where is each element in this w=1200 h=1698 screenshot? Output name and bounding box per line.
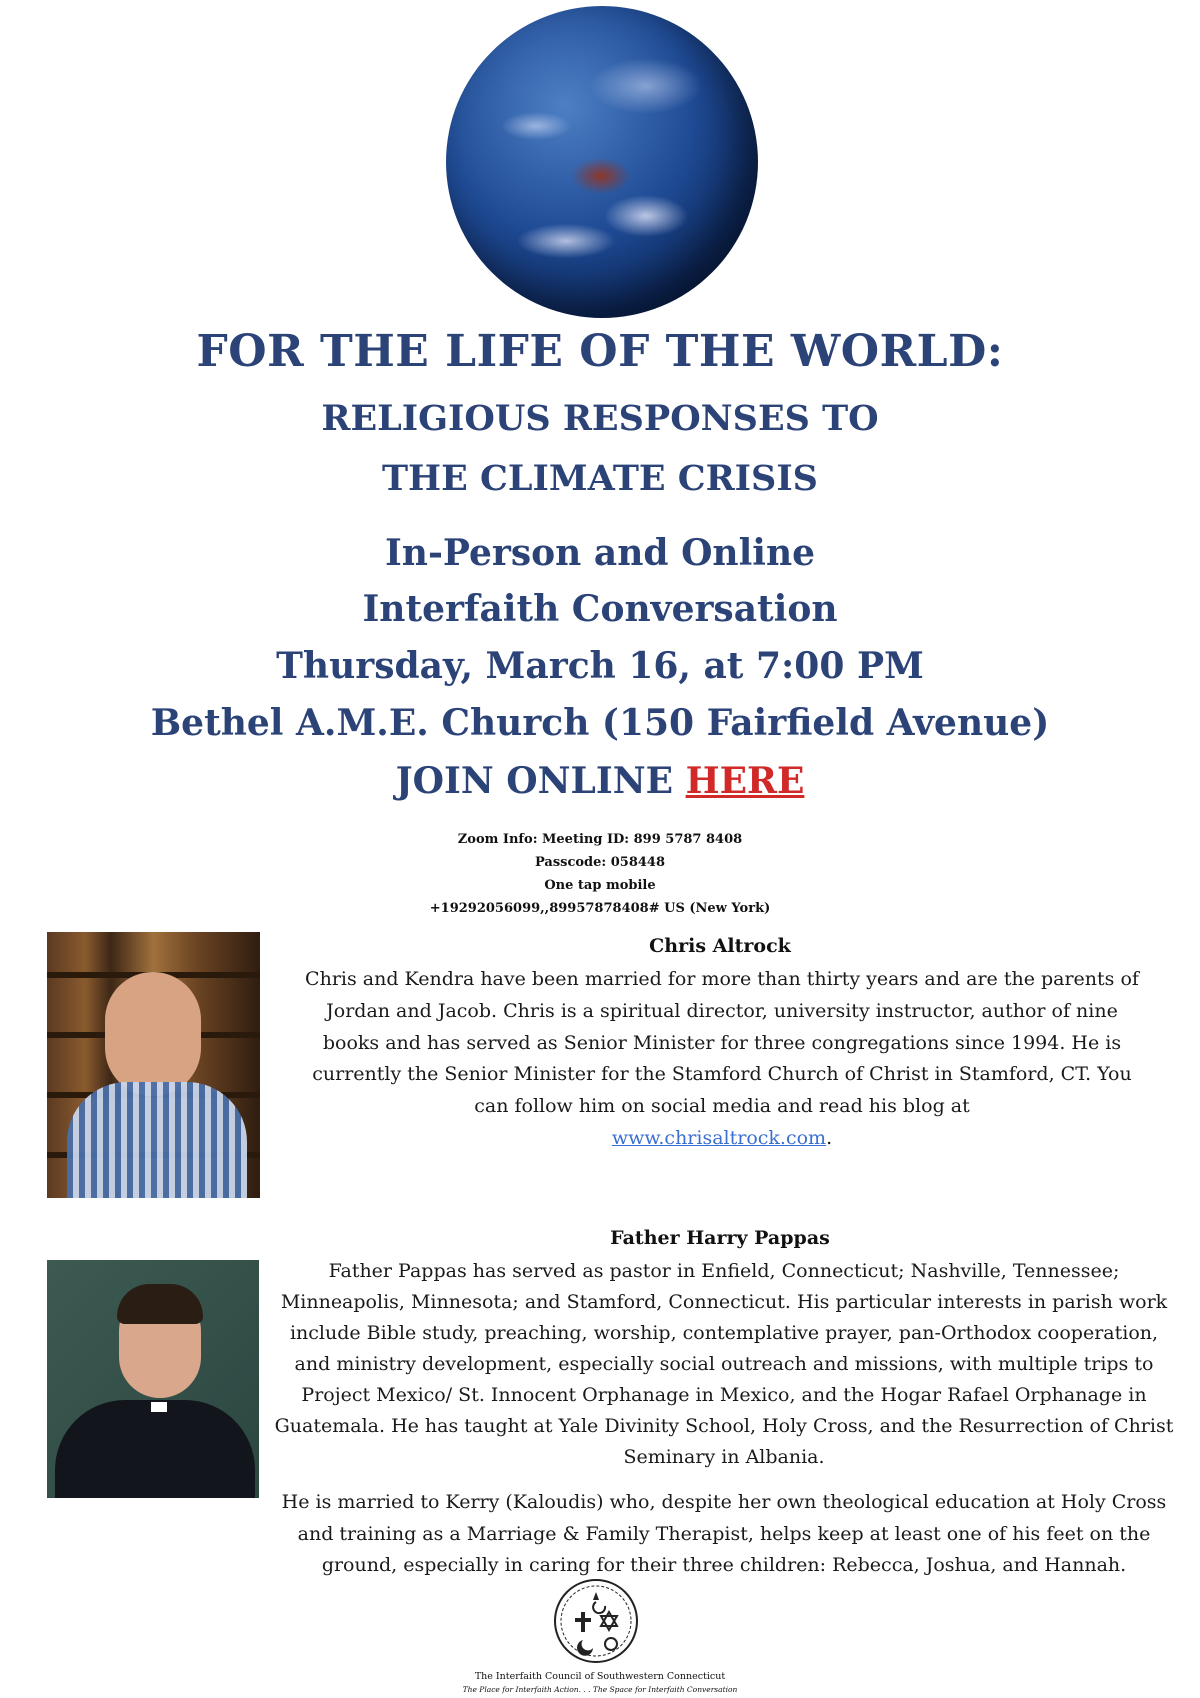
zoom-one-tap-label: One tap mobile: [544, 878, 656, 893]
join-here-link[interactable]: HERE: [685, 760, 805, 802]
join-online-label: JOIN ONLINE: [395, 760, 686, 802]
event-type: Interfaith Conversation: [362, 588, 838, 630]
join-online: [0, 760, 1200, 802]
page-title: FOR THE LIFE OF THE WORLD:: [196, 326, 1004, 377]
speaker-2-name: Father Harry Pappas: [610, 1227, 830, 1249]
zoom-meeting-id: Zoom Info: Meeting ID: 899 5787 8408: [457, 832, 743, 847]
earth-globe-image: [446, 6, 758, 318]
speaker-2-family: He is married to Kerry (Kaloudis) who, despite her own theological education at Holy Cross and training as a Marriage & Family Therapist, helps keep at least one of his feet on the ground, especially in caring for their three children: Rebecca, Joshua, and Hannah.: [281, 1491, 1167, 1576]
footer-tagline: The Place for Interfaith Action. . . The Space for Interfaith Conversation: [462, 1685, 738, 1694]
zoom-phone-number: +19292056099,,89957878408# US (New York): [429, 901, 771, 916]
speaker-1-bio-text: Chris and Kendra have been married for more than thirty years and are the parents of Jordan and Jacob. Chris is a spiritual director, university instructor, author of nine books and has served as Senior Minister for three congregations since 1994. He is currently the Senior Minister for the Stamford Church of Christ in Stamford, CT. You can follow him on social media and read his blog at: [305, 968, 1139, 1118]
speaker-1-name: Chris Altrock: [649, 935, 791, 957]
subtitle-line-2: THE CLIMATE CRISIS: [382, 458, 818, 499]
speaker-1-photo: [47, 932, 260, 1198]
event-location: Bethel A.M.E. Church (150 Fairfield Avenue): [150, 702, 1050, 744]
speaker-2-photo: [47, 1260, 259, 1498]
footer-organization: The Interfaith Council of Southwestern Connecticut: [474, 1671, 726, 1682]
event-date: Thursday, March 16, at 7:00 PM: [276, 645, 924, 687]
interfaith-seal-logo: [553, 1578, 639, 1664]
speaker-1-blog-link[interactable]: www.chrisaltrock.com: [611, 1126, 827, 1149]
speaker-2-bio: Father Pappas has served as pastor in Enfield, Connecticut; Nashville, Tennessee; Minneapolis, Minnesota; and Stamford, Connecticut. His particular interests in parish work include Bible study, preaching, worship, contemplative prayer, pan-Orthodox cooperation, and ministry development, especially social outreach and missions, with multiple trips to Project Mexico/ St. Innocent Orphanage in Mexico, and the Hogar Rafael Orphanage in Guatemala. He has taught at Yale Divinity School, Holy Cross, and the Resurrection of Christ Seminary in Albania.: [274, 1260, 1174, 1468]
zoom-info: [0, 828, 1200, 920]
subtitle-line-1: RELIGIOUS RESPONSES TO: [321, 398, 879, 439]
zoom-passcode: Passcode: 058448: [534, 855, 666, 870]
speaker-1-bio: [296, 964, 1148, 1155]
event-format: In-Person and Online: [384, 532, 816, 574]
speaker-1-link-suffix: .: [826, 1126, 833, 1149]
